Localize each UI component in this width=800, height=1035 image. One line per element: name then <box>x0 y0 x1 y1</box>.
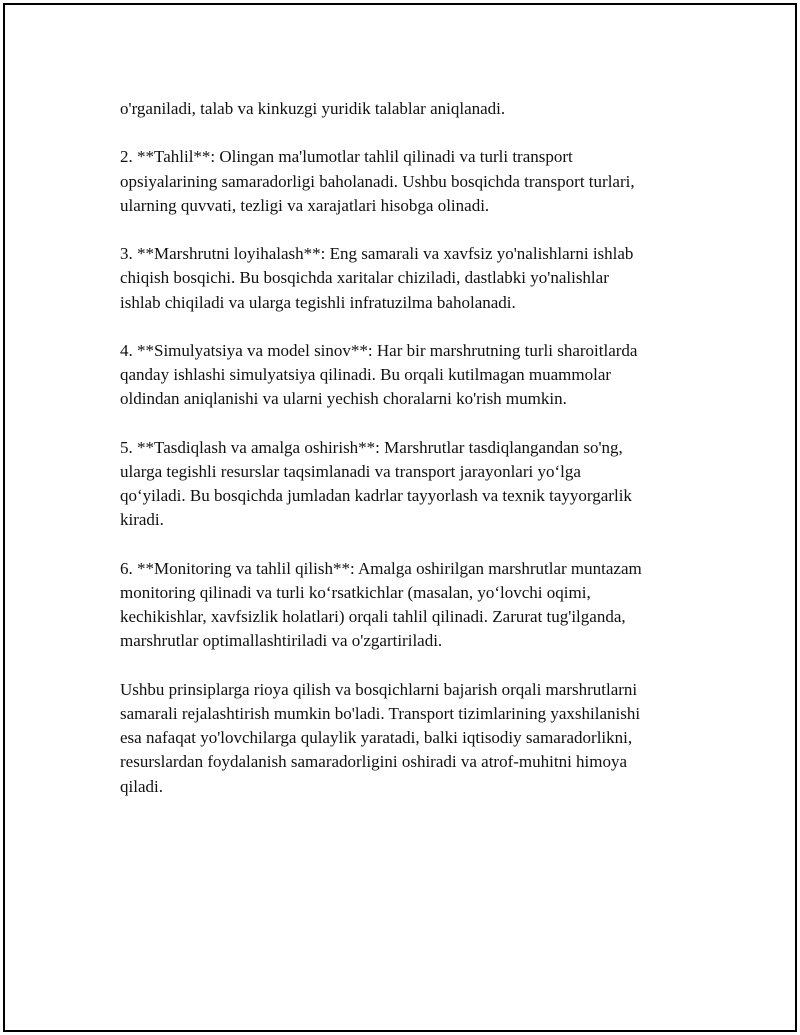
document-body <box>120 97 700 799</box>
paragraph-step-5-tasdiqlash: 5. **Tasdiqlash va amalga oshirish**: Marshrutlar tasdiqlangandan so'ng, ularga tegishli resurslar taqsimlanadi va transport jarayonlari yo‘lga qo‘yiladi. Bu bosqichda jumladan kadrlar tayyorlash va texnik tayyorgarlik kiradi. <box>120 437 632 530</box>
paragraph-step-3-marshrutni-loyihalash: 3. **Marshrutni loyihalash**: Eng samarali va xavfsiz yo'nalishlarni ishlab chiqish bosqichi. Bu bosqichda xaritalar chiziladi, dastlabki yo'nalishlar ishlab chiqiladi va ularga tegishli infratuzilma baholanadi. <box>120 244 634 312</box>
paragraph-step-2-tahlil: 2. **Tahlil**: Olingan ma'lumotlar tahlil qilinadi va turli transport opsiyalarining samaradorligi baholanadi. Ushbu bosqichda transport turlari, ularning quvvati, tezligi va xarajatlari hisobga olinadi. <box>120 147 635 215</box>
paragraph-conclusion: Ushbu prinsiplarga rioya qilish va bosqichlarni bajarish orqali marshrutlarni samarali rejalashtirish mumkin bo'ladi. Transport tizimlarining yaxshilanishi esa nafaqat yo'lovchilarga qulaylik yaratadi, balki iqtisodiy samaradorlikni, resurslardan foydalanish samaradorligini oshiradi va atrof-muhitni himoya qiladi. <box>120 679 641 796</box>
paragraph-step-6-monitoring: 6. **Monitoring va tahlil qilish**: Amalga oshirilgan marshrutlar muntazam monitoring qilinadi va turli ko‘rsatkichlar (masalan, yo‘lovchi oqimi, kechikishlar, xavfsizlik holatlari) orqali tahlil qilinadi. Zarurat tug'ilganda, marshrutlar optimallashtiriladi va o'zgartiriladi. <box>120 558 642 651</box>
paragraph-intro-continuation: o'rganiladi, talab va kinkuzgi yuridik talablar aniqlanadi. <box>120 99 506 118</box>
document-page <box>3 3 797 1032</box>
paragraph-step-4-simulyatsiya: 4. **Simulyatsiya va model sinov**: Har bir marshrutning turli sharoitlarda qanday ishlashi simulyatsiya qilinadi. Bu orqali kutilmagan muammolar oldindan aniqlanishi va ularni yechish choralarni ko'rish mumkin. <box>120 340 638 409</box>
